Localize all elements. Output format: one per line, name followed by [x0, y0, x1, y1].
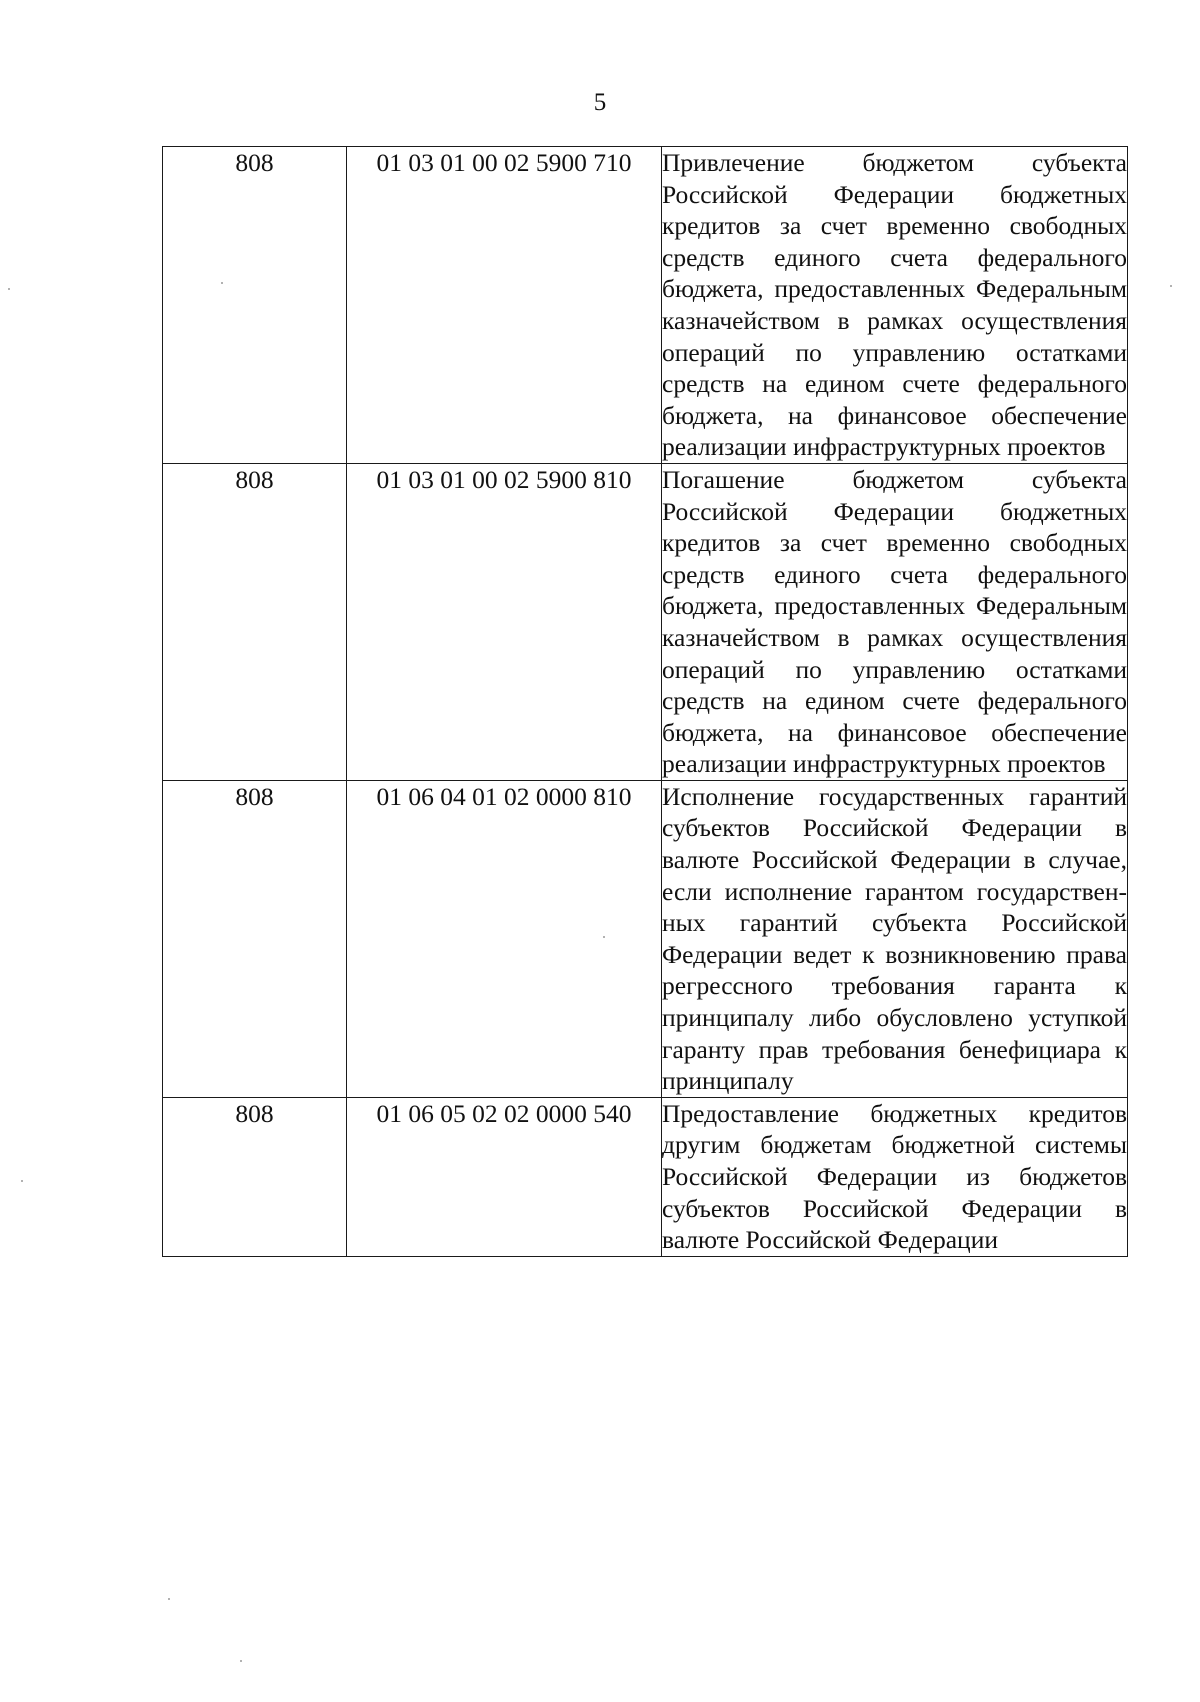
- table-row: [163, 463, 1128, 780]
- table-row: [163, 1097, 1128, 1256]
- kbk-code-cell: 01 06 05 02 02 0000 540: [347, 1097, 662, 1256]
- table-row: [163, 780, 1128, 1097]
- description-cell: Погашение бюджетом субъекта Российской Федерации бюджетных кредитов за счет временно свободных средств единого счета федерального бюджета, предоставленных Федеральным казначейством в рамках осуществления операций по управлению остатками средств на едином счете федерального бюджета, на финансовое обеспечение реализации инфраструктурных проектов: [662, 463, 1128, 780]
- description-cell: Предоставление бюджетных кредитов другим бюджетам бюджетной системы Российской Федерации из бюджетов субъектов Российской Федерации в валюте Российской Федерации: [662, 1097, 1128, 1256]
- budget-codes-table: [162, 146, 1128, 1257]
- page-number: 5: [593, 89, 607, 116]
- admin-code-cell: 808: [163, 463, 347, 780]
- scan-speck: [603, 936, 605, 938]
- scan-speck: [21, 1180, 23, 1182]
- kbk-code-cell: 01 03 01 00 02 5900 710: [347, 147, 662, 464]
- admin-code-cell: 808: [163, 1097, 347, 1256]
- description-cell: Привлечение бюджетом субъекта Российской Федерации бюджетных кредитов за счет временно свободных средств единого счета федерального бюджета, предоставленных Федеральным казначейством в рамках осуществления операций по управлению остатками средств на едином счете федерального бюджета, на финансовое обеспечение реализации инфраструктурных проектов: [662, 147, 1128, 464]
- scan-speck: [221, 282, 223, 284]
- admin-code-cell: 808: [163, 147, 347, 464]
- admin-code-cell: 808: [163, 780, 347, 1097]
- scan-speck: [8, 288, 10, 290]
- scan-speck: [168, 1598, 170, 1600]
- scan-speck: [240, 1660, 242, 1662]
- table-row: [163, 147, 1128, 464]
- kbk-code-cell: 01 03 01 00 02 5900 810: [347, 463, 662, 780]
- scan-speck: [1170, 285, 1172, 287]
- description-cell: Исполнение государственных гарантий субъектов Российской Федерации в валюте Российской Федерации в случае, если исполнение гарантом государственных гарантий субъекта Российской Федерации ведет к возникновению права регрессного требования гаранта к принципалу либо обусловлено уступкой гаранту прав требования бенефициара к принципалу: [662, 780, 1128, 1097]
- kbk-code-cell: 01 06 04 01 02 0000 810: [347, 780, 662, 1097]
